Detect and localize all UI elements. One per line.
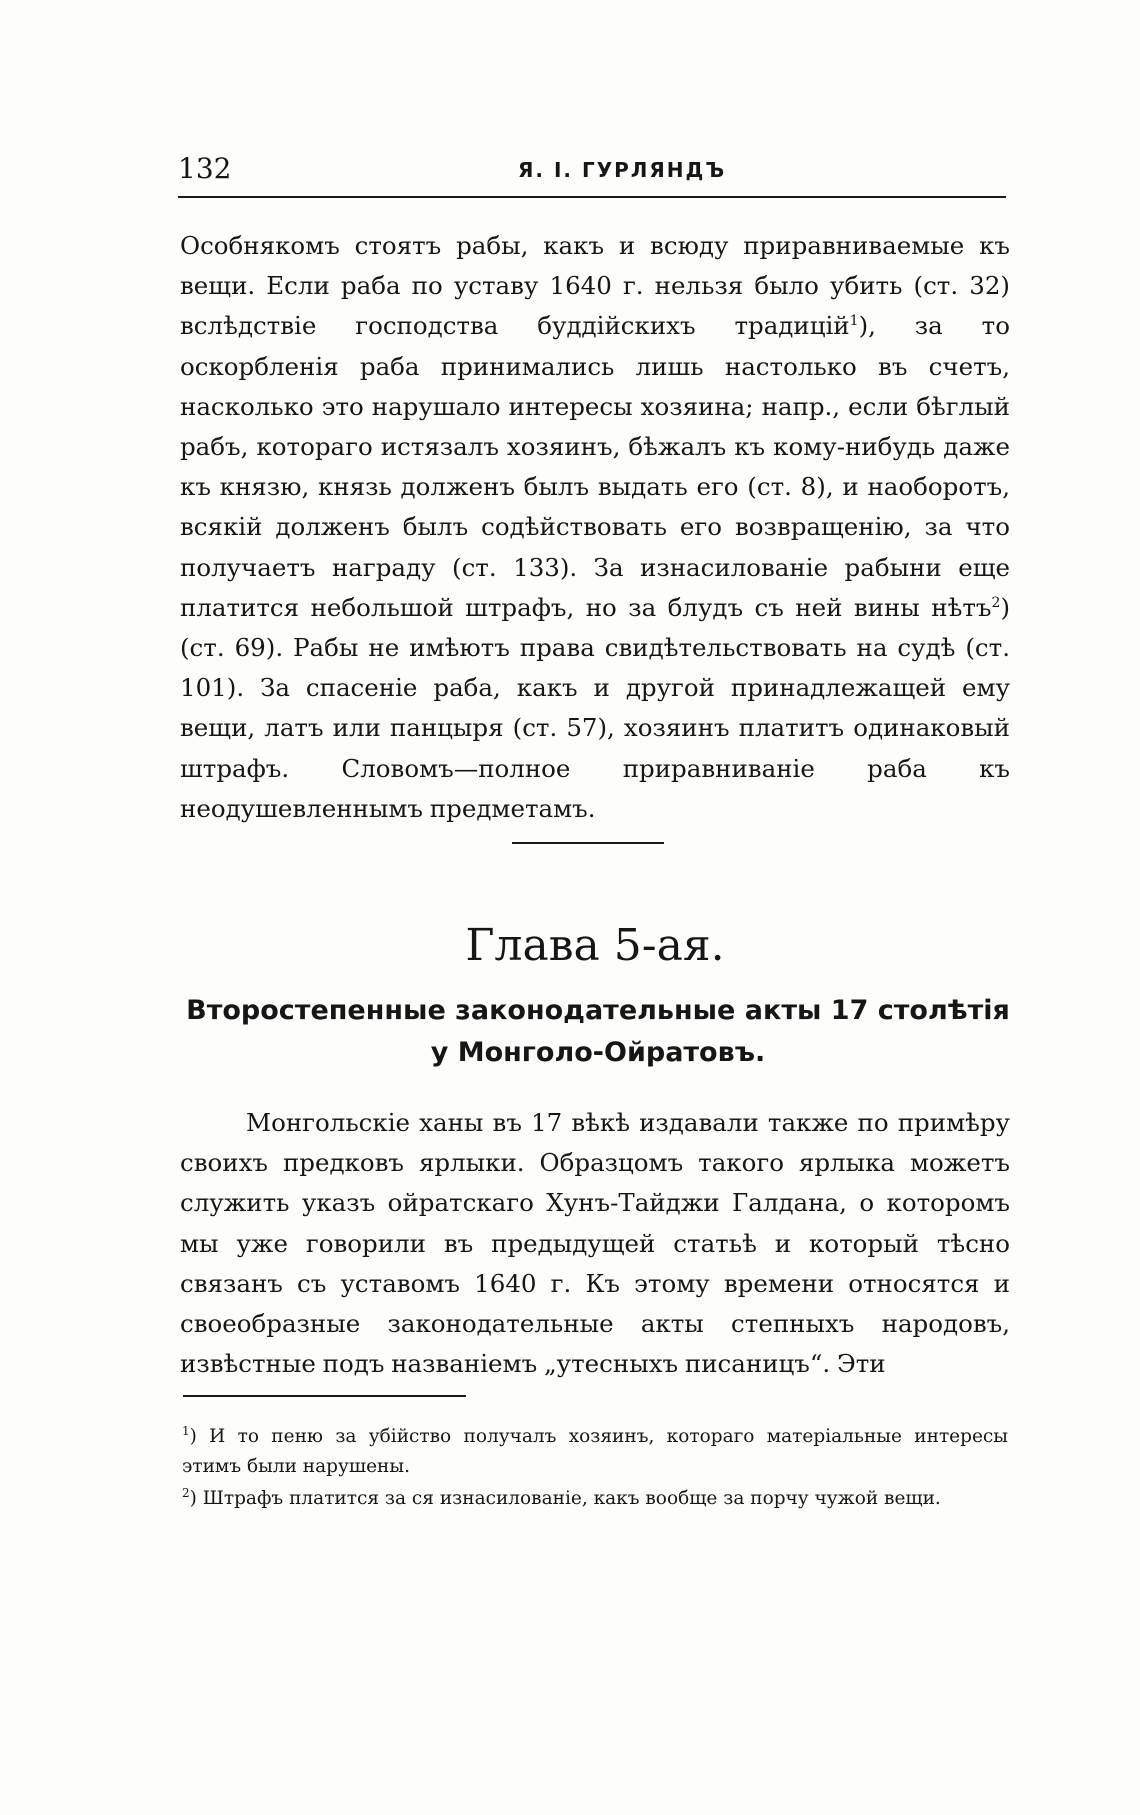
paragraph-text: ) (ст. 69). Рабы не имѣютъ права свидѣтельствовать на судѣ (ст. 101). За спасеніе раба, какъ и другой принадлежащей ему вещи, латъ или панцыря (ст. 57), хозяинъ платитъ одинаковый штрафъ. Словомъ—полное приравниваніе раба къ неодушевленнымъ предметамъ. (180, 592, 1010, 823)
section-divider (512, 842, 664, 844)
footnote-text: ) Штрафъ платится за ся изнасилованіе, какъ вообще за порчу чужой вещи. (189, 1488, 941, 1509)
footnote (182, 1484, 1008, 1514)
footnote-ref[interactable]: 2 (991, 594, 1001, 611)
page-number: 132 (178, 152, 232, 185)
footnotes (182, 1422, 1008, 1514)
paragraph-text: ), за то оскорбленія раба принимались лишь настолько въ счетъ, насколько это нарушало интересы хозяина; напр., если бѣглый рабъ, котораго истязалъ хозяинъ, бѣжалъ къ кому-нибудь даже къ князю, князь долженъ былъ выдать его (ст. 8), и наоборотъ, всякій долженъ былъ содѣйствовать его возвращенію, за что получаетъ награду (ст. 133). За изнасилованіе рабыни еще платится небольшой штрафъ, но за блудъ съ ней вины нѣтъ (180, 311, 1010, 622)
footnote-divider (183, 1395, 466, 1397)
footnote (182, 1422, 1008, 1482)
chapter-subtitle: Второстепенные законодательные акты 17 столѣтія у Монголо-Ойратовъ. (186, 995, 1010, 1068)
footnote-mark: 1 (182, 1423, 190, 1438)
paragraph-slaves (180, 226, 1010, 829)
footnote-text: ) И то пеню за убійство получалъ хозяинъ, котораго матеріальные интересы этимъ были нарушены. (182, 1426, 1008, 1477)
paragraph-text: Особнякомъ стоятъ рабы, какъ и всюду приравниваемые къ вещи. Если раба по уставу 1640 г. нельзя было убить (ст. 32) вслѣдствіе господства буддійскихъ традицій (180, 231, 1010, 341)
page-header (178, 148, 1006, 198)
paragraph-yarlyks: Монгольскіе ханы въ 17 вѣкѣ издавали также по примѣру своихъ предковъ ярлыки. Образцомъ такого ярлыка можетъ служить указъ ойратскаго Хунъ-Тайджи Галдана, о которомъ мы уже говорили въ предыдущей статьѣ и который тѣсно связанъ съ уставомъ 1640 г. Къ этому времени относятся и своеобразные законодательные акты степныхъ народовъ, извѣстные подъ названіемъ „утесныхъ писаницъ“. Эти (180, 1108, 1010, 1379)
chapter-title: Глава 5-ая. (465, 920, 725, 971)
footnote-mark: 2 (182, 1485, 190, 1500)
running-head: Я. І. ГУРЛЯНДЪ (518, 158, 727, 182)
footnote-ref[interactable]: 1 (849, 313, 859, 330)
